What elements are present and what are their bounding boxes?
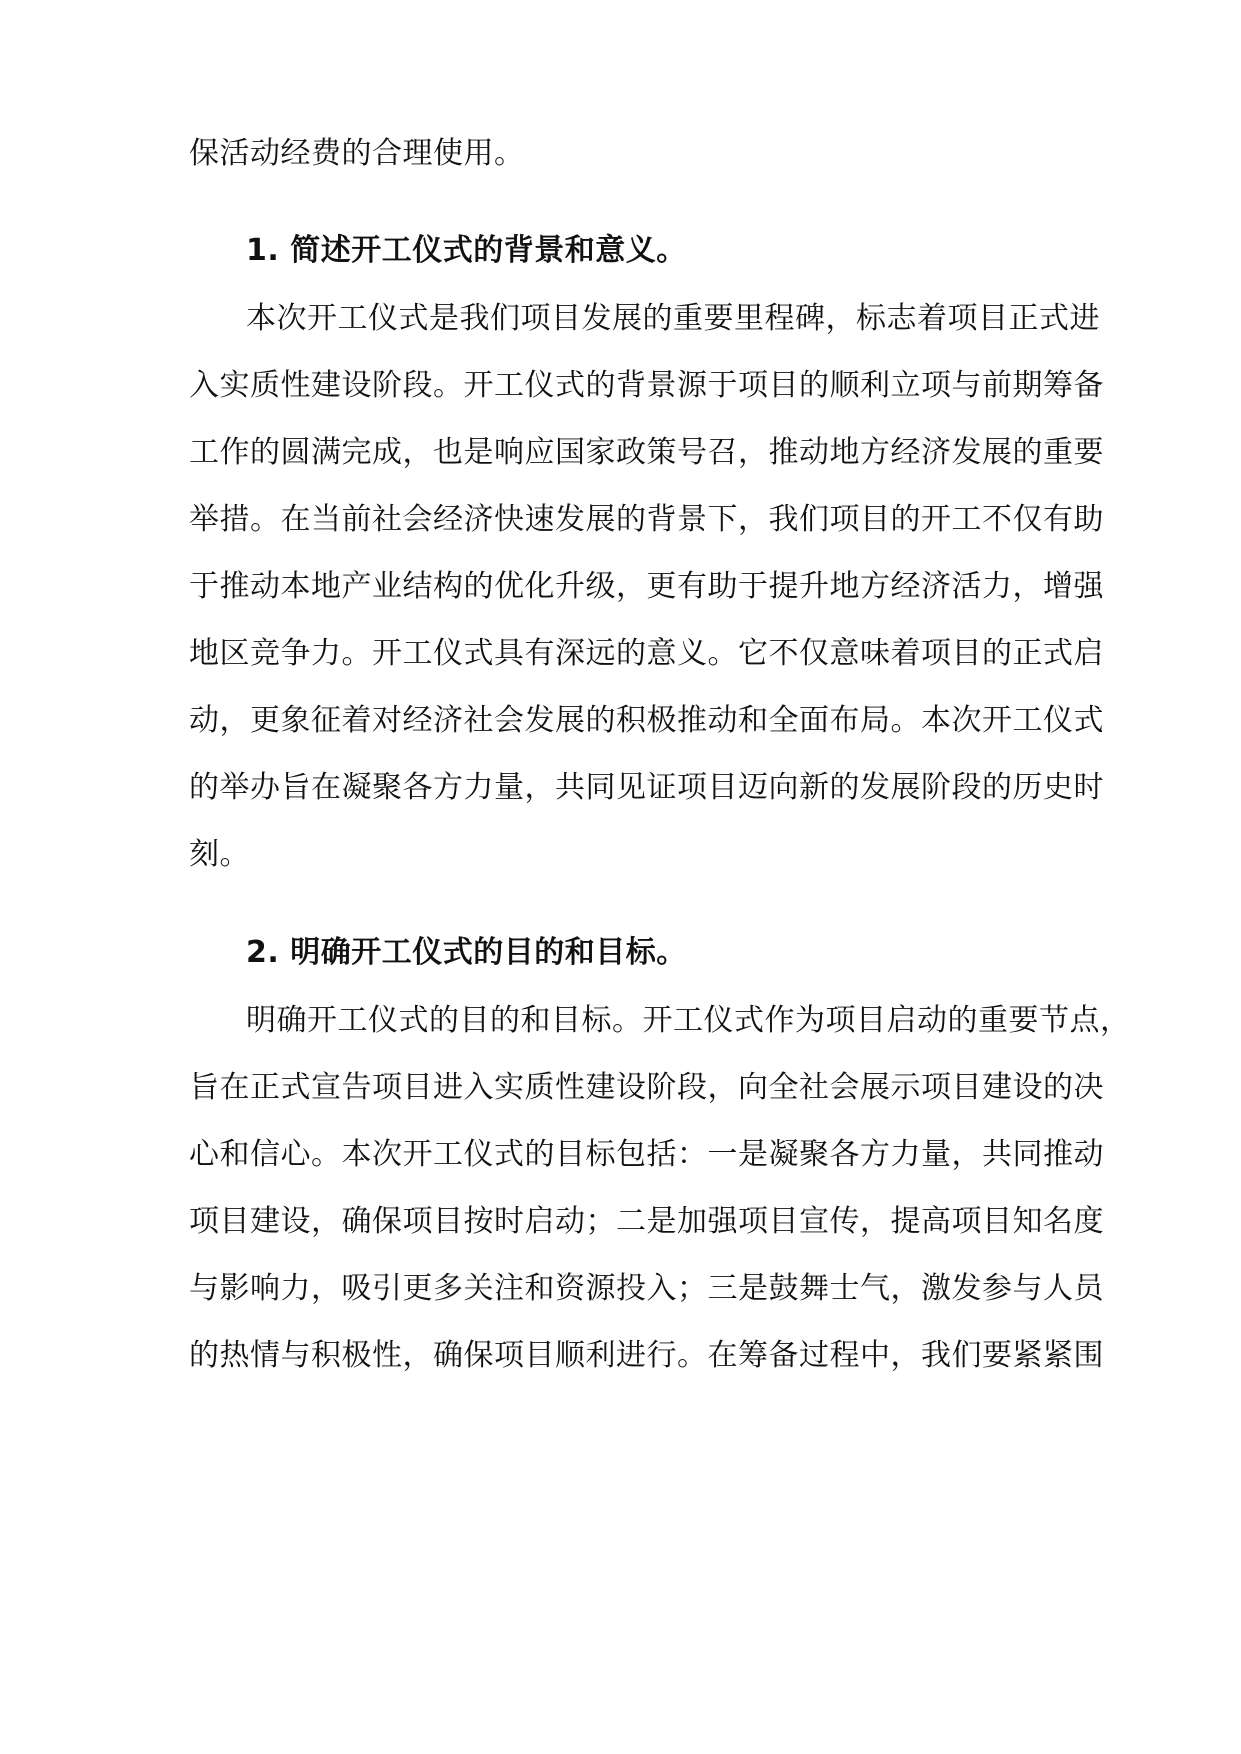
paragraph-line: 与影响力，吸引更多关注和资源投入；三是鼓舞士气，激发参与人员 — [189, 1271, 1104, 1306]
paragraph-line: 于推动本地产业结构的优化升级，更有助于提升地方经济活力，增强 — [189, 569, 1104, 604]
paragraph-line: 旨在正式宣告项目进入实质性建设阶段，向全社会展示项目建设的决 — [189, 1070, 1104, 1105]
paragraph-line: 的热情与积极性，确保项目顺利进行。在筹备过程中，我们要紧紧围 — [189, 1338, 1104, 1373]
paragraph-line: 本次开工仪式是我们项目发展的重要里程碑，标志着项目正式进 — [246, 301, 1100, 336]
section-heading-1: 1. 简述开工仪式的背景和意义。 — [246, 233, 687, 268]
paragraph-line: 项目建设，确保项目按时启动；二是加强项目宣传，提高项目知名度 — [189, 1204, 1104, 1239]
paragraph-line: 举措。在当前社会经济快速发展的背景下，我们项目的开工不仅有助 — [189, 502, 1104, 537]
paragraph-line: 明确开工仪式的目的和目标。开工仪式作为项目启动的重要节点， — [246, 1003, 1131, 1038]
paragraph-line: 心和信心。本次开工仪式的目标包括：一是凝聚各方力量，共同推动 — [189, 1137, 1104, 1172]
paragraph-line: 的举办旨在凝聚各方力量，共同见证项目迈向新的发展阶段的历史时 — [189, 770, 1104, 805]
paragraph-line: 入实质性建设阶段。开工仪式的背景源于项目的顺利立项与前期筹备 — [189, 368, 1104, 403]
paragraph-line: 刻。 — [189, 837, 250, 872]
paragraph-line: 动，更象征着对经济社会发展的积极推动和全面布局。本次开工仪式 — [189, 703, 1104, 738]
paragraph-line: 地区竞争力。开工仪式具有深远的意义。它不仅意味着项目的正式启 — [189, 636, 1104, 671]
paragraph-line: 工作的圆满完成，也是响应国家政策号召，推动地方经济发展的重要 — [189, 435, 1104, 470]
section-heading-2: 2. 明确开工仪式的目的和目标。 — [246, 935, 687, 970]
paragraph-line-intro: 保活动经费的合理使用。 — [189, 136, 525, 171]
